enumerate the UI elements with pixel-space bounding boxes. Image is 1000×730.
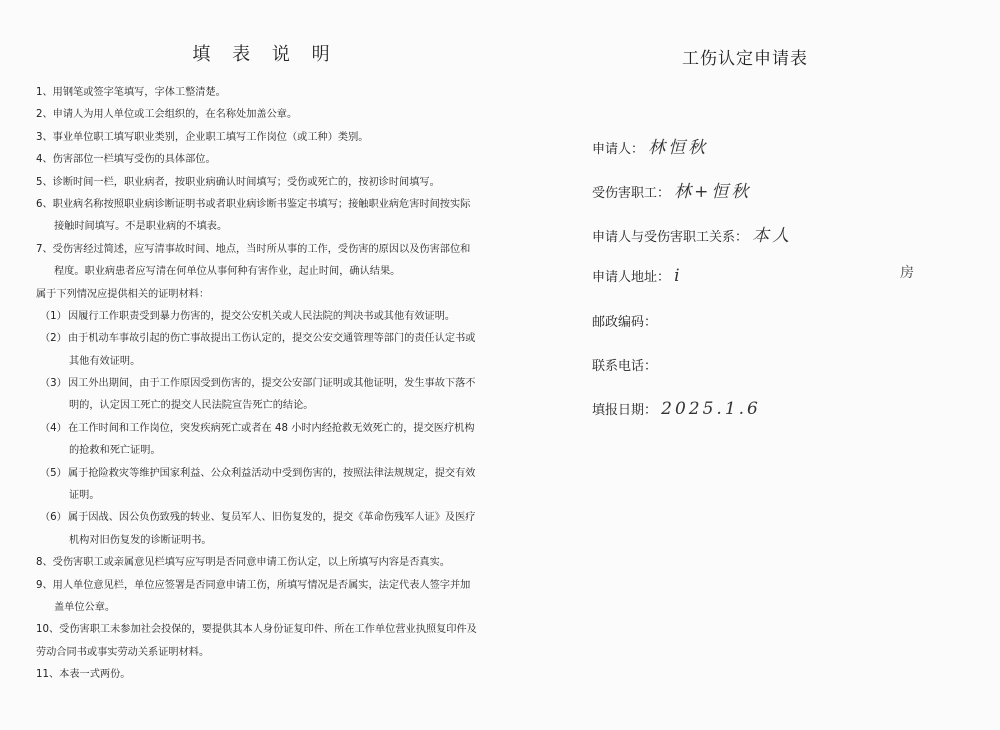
- form-title: 工伤认定申请表: [682, 49, 808, 69]
- address-row: [592, 266, 683, 286]
- instruction-line: 程度。职业病患者应写清在何单位从事何种有害作业，起止时间，确认结果。: [54, 266, 401, 278]
- evidence-item-2: （2）由于机动车事故引起的伤亡事故提出工伤认定的，提交公安交通管理等部门的责任认定书或: [36, 328, 506, 350]
- date-label: 填报日期：: [592, 403, 658, 418]
- instruction-line: 1、用钢笔或签字笔填写，字体工整清楚。: [36, 87, 226, 98]
- date-row: [592, 399, 761, 419]
- instruction-line: 3、事业单位职工填写职业类别，企业职工填写工作岗位（或工种）类别。: [36, 131, 369, 143]
- item-number: （3）: [40, 378, 67, 390]
- instruction-line: 接触时间填写。不是职业病的不填表。: [54, 221, 228, 233]
- item-number: （1）: [40, 310, 67, 322]
- relation-value[interactable]: 本人: [752, 226, 793, 246]
- instruction-line: 9、用人单位意见栏，单位应签署是否同意申请工伤，所填写情况是否属实，法定代表人签字并加: [36, 579, 471, 591]
- applicant-value[interactable]: 林恒秋: [648, 138, 709, 158]
- instruction-line: 劳动合同书或事实劳动关系证明材料。: [36, 646, 210, 658]
- instruction-line: 盖单位公章。: [54, 601, 116, 613]
- instruction-line: 属于下列情况应提供相关的证明材料：: [36, 288, 210, 300]
- item-number: （2）: [40, 333, 67, 345]
- instruction-line: 的抢救和死亡证明。: [69, 445, 161, 457]
- injured-worker-label: 受伤害职工：: [592, 186, 671, 201]
- relation-row: [592, 221, 792, 246]
- injured-worker-row: [592, 177, 751, 202]
- evidence-item-3: （3）因工外出期间，由于工作原因受到伤害的，提交公安部门证明或其他证明，发生事故下落不: [36, 373, 506, 395]
- instruction-line: 4、伤害部位一栏填写受伤的具体部位。: [36, 154, 216, 166]
- relation-label: 申请人与受伤害职工关系：: [592, 230, 749, 245]
- address-tail-handwriting: 房: [900, 265, 914, 281]
- item-number: （6）: [40, 512, 67, 524]
- injured-worker-value[interactable]: 林+恒秋: [674, 182, 752, 202]
- instruction-line: 10、受伤害职工未参加社会投保的，要提供其本人身份证复印件、所在工作单位营业执照复印件及: [36, 624, 477, 636]
- instruction-line: 11、本表一式两份。: [36, 669, 131, 681]
- evidence-item-4: （4）在工作时间和工作岗位，突发疾病死亡或者在 48 小时内经抢救无效死亡的，提交医疗机构: [36, 418, 506, 440]
- instruction-line: 机构对旧伤复发的诊断证明书。: [69, 534, 212, 546]
- instruction-line: 明的，认定因工死亡的提交人民法院宣告死亡的结论。: [69, 400, 314, 412]
- date-value[interactable]: 2025.1.6: [661, 399, 761, 419]
- instructions-list: [36, 82, 506, 687]
- evidence-item-6: （6）属于因战、因公负伤致残的转业、复员军人、旧伤复发的，提交《革命伤残军人证》及医疗: [36, 507, 506, 529]
- applicant-row: [592, 133, 708, 158]
- evidence-item-5: （5）属于抢险救灾等维护国家利益、公众利益活动中受到伤害的，按照法律法规规定，提交有效: [36, 463, 506, 485]
- postcode-label: 邮政编码：: [592, 315, 658, 330]
- instruction-line: 其他有效证明。: [69, 355, 141, 367]
- item-number: （5）: [40, 467, 67, 479]
- instruction-line: 7、受伤害经过简述，应写清事故时间、地点，当时所从事的工作，受伤害的原因以及伤害部位和: [36, 243, 471, 255]
- phone-row: [592, 355, 657, 374]
- item-number: （4）: [40, 422, 67, 434]
- instruction-line: 2、申请人为用人单位或工会组织的，在名称处加盖公章。: [36, 109, 298, 121]
- applicant-label: 申请人：: [592, 142, 645, 157]
- evidence-item-1: （1）因履行工作职责受到暴力伤害的，提交公安机关或人民法院的判决书或其他有效证明。: [36, 306, 506, 328]
- address-label: 申请人地址：: [592, 270, 671, 285]
- address-value[interactable]: i: [674, 266, 683, 286]
- instruction-line: 证明。: [69, 490, 100, 502]
- instruction-line: 5、诊断时间一栏，职业病者，按职业病确认时间填写；受伤或死亡的，按初诊时间填写。: [36, 176, 440, 188]
- instructions-title: 填 表 说 明: [192, 44, 338, 65]
- instruction-line: 6、职业病名称按照职业病诊断证明书或者职业病诊断书鉴定书填写；接触职业病危害时间按实际: [36, 198, 471, 210]
- instruction-line: 8、受伤害职工或亲属意见栏填写应写明是否同意申请工伤认定，以上所填写内容是否真实。: [36, 557, 450, 569]
- phone-label: 联系电话：: [592, 359, 658, 374]
- postcode-row: [592, 311, 657, 330]
